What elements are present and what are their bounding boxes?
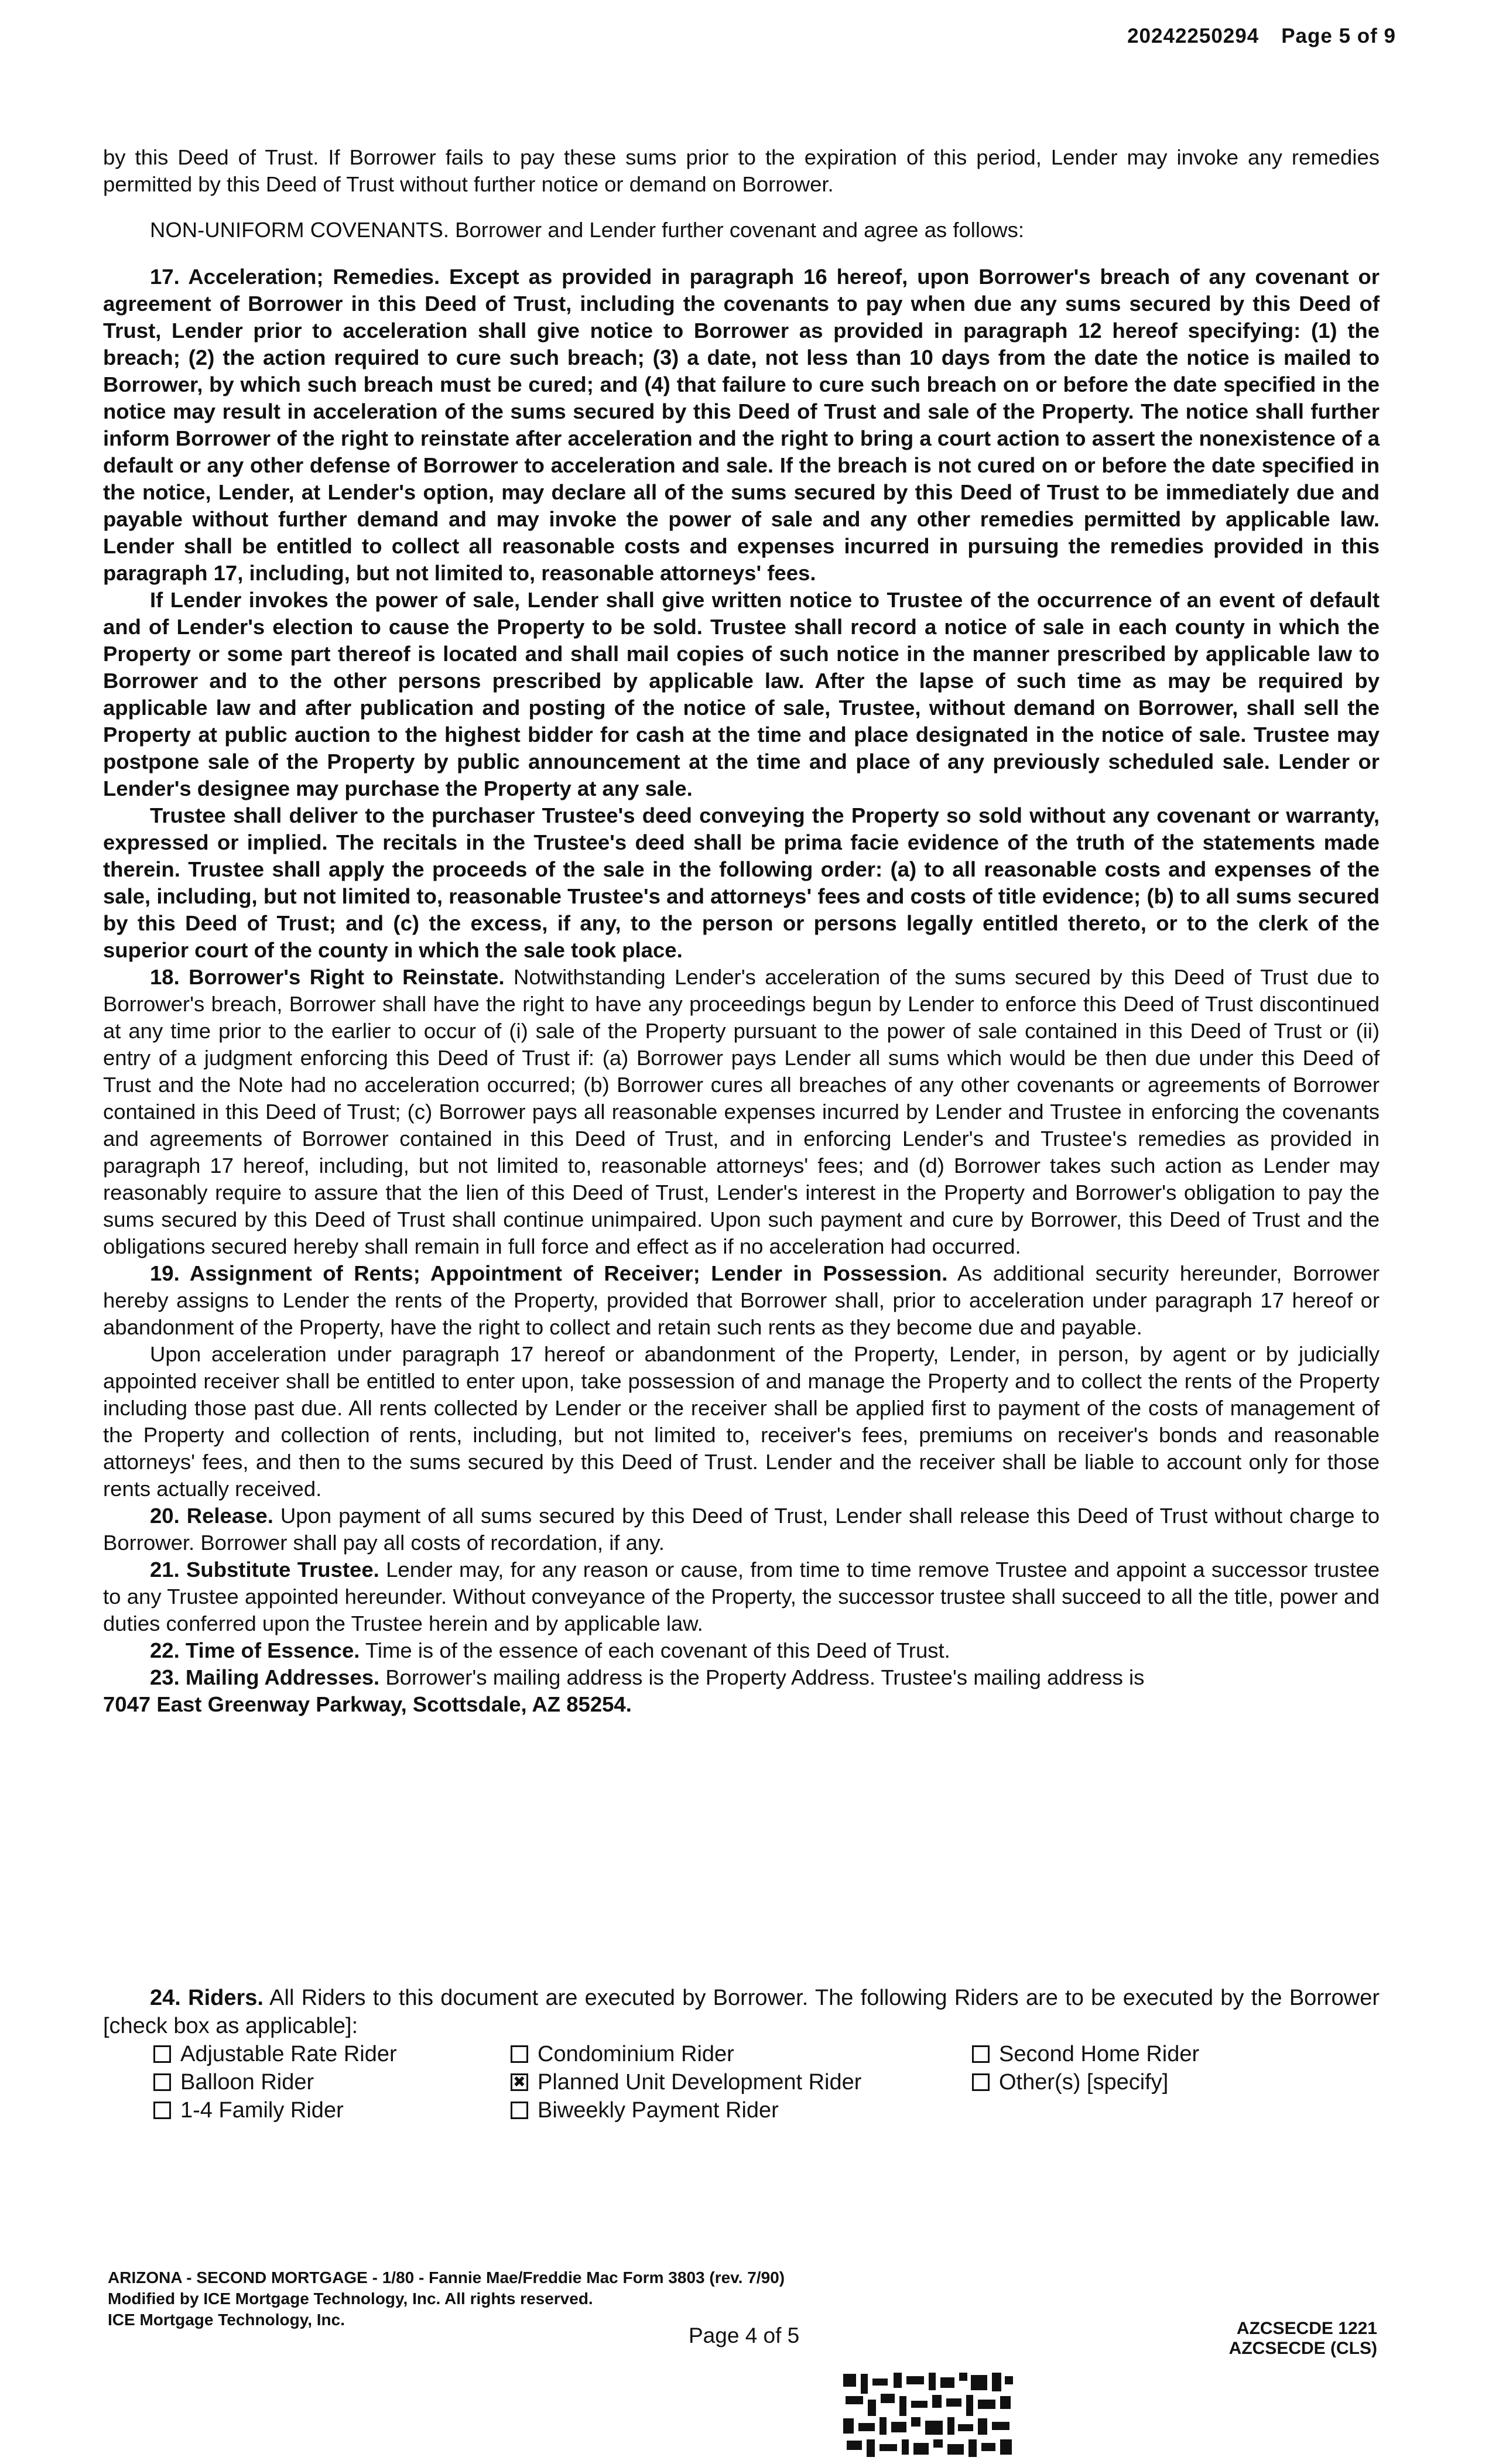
section-24-heading: 24. Riders.: [150, 1986, 263, 2010]
section-19-text: As additional security hereunder, Borrower hereby assigns to Lender the rents of the Property, provided that Borrower shall, prior to acceleration under paragraph 17 hereof or abandonment of the Property, have the right to collect and retain such rents as they become due and payable.: [103, 1261, 1380, 1339]
rider-label: Other(s) [specify]: [999, 2070, 1169, 2095]
section-24: [103, 1984, 1380, 2040]
form-codes: [1229, 2319, 1377, 2359]
section-18-heading: 18. Borrower's Right to Reinstate.: [150, 965, 505, 989]
rider-adjustable-rate[interactable]: [153, 2040, 397, 2068]
rider-column-3: [972, 2040, 1199, 2096]
section-23-text: Borrower's mailing address is the Property Address. Trustee's mailing address is: [379, 1665, 1145, 1689]
section-19-paragraph-2: Upon acceleration under paragraph 17 hereof or abandonment of the Property, Lender, in person, by agent or by judicially appointed receiver shall be entitled to enter upon, take possession of and manage the Property and to collect the rents of the Property including those past due. All rents collected by Lender or the receiver shall be applied first to payment of the costs of management of the Property and collection of rents, including, but not limited to, receiver's fees, premiums on receiver's bonds and reasonable attorneys' fees, and then to the sums secured by this Deed of Trust. Lender and the receiver shall be liable to account only for those rents actually received.: [103, 1342, 1380, 1501]
rider-column-2: [511, 2040, 861, 2124]
form-code-2: AZCSECDE (CLS): [1228, 2339, 1377, 2358]
document-number: 20242250294: [1127, 25, 1260, 47]
section-20-heading: 20. Release.: [150, 1504, 273, 1528]
section-21-heading: 21. Substitute Trustee.: [150, 1558, 379, 1582]
barcode-icon: [841, 2370, 1017, 2464]
form-page-number: Page 4 of 5: [689, 2323, 800, 2347]
checkbox-icon[interactable]: [972, 2073, 990, 2091]
checkbox-icon[interactable]: [153, 2073, 171, 2091]
vendor-name: ICE Mortgage Technology, Inc.: [108, 2311, 345, 2329]
form-code-1: AZCSECDE 1221: [1236, 2319, 1377, 2338]
rider-biweekly-payment[interactable]: [511, 2096, 861, 2124]
riders-section: [103, 1984, 1380, 2128]
section-17-paragraph-1: 17. Acceleration; Remedies. Except as provided in paragraph 16 hereof, upon Borrower's breach of any covenant or agreement of Borrower in this Deed of Trust, including the covenants to pay when due any sums secured by this Deed of Trust, Lender prior to acceleration shall give notice to Borrower as provided in paragraph 12 hereof specifying: (1) the breach; (2) the action required to cure such breach; (3) a date, not less than 10 days from the date the notice is mailed to Borrower, by which such breach must be cured; and (4) that failure to cure such breach on or before the date specified in the notice may result in acceleration of the sums secured by this Deed of Trust and sale of the Property. The notice shall further inform Borrower of the right to reinstate after acceleration and the right to bring a court action to assert the nonexistence of a default or any other defense of Borrower to acceleration and sale. If the breach is not cured on or before the date specified in the notice, Lender, at Lender's option, may declare all of the sums secured by this Deed of Trust to be immediately due and payable without further demand and may invoke the power of sale and any other remedies permitted by applicable law. Lender shall be entitled to collect all reasonable costs and expenses incurred in pursuing the remedies provided in this paragraph 17, including, but not limited to, reasonable attorneys' fees.: [103, 265, 1380, 585]
rider-label: Condominium Rider: [538, 2042, 734, 2066]
form-identifier: ARIZONA - SECOND MORTGAGE - 1/80 - Fannie Mae/Freddie Mac Form 3803 (rev. 7/90): [108, 2268, 785, 2287]
copyright-line: Modified by ICE Mortgage Technology, Inc. All rights reserved.: [108, 2290, 593, 2308]
rider-others[interactable]: [972, 2068, 1199, 2096]
section-17-paragraph-2: If Lender invokes the power of sale, Lender shall give written notice to Trustee of the occurrence of an event of default and of Lender's election to cause the Property to be sold. Trustee shall record a notice of sale in each county in which the Property or some part thereof is located and shall mail copies of such notice in the manner prescribed by applicable law to Borrower and to the other persons prescribed by applicable law. After the lapse of such time as may be required by applicable law and after publication and posting of the notice of sale, Trustee, without demand on Borrower, shall sell the Property at public auction to the highest bidder for cash at the time and place designated in the notice of sale. Trustee may postpone sale of the Property by public announcement at the time and place of any previously scheduled sale. Lender or Lender's designee may purchase the Property at any sale.: [103, 588, 1380, 800]
section-21: [103, 1556, 1380, 1637]
section-18-text: Notwithstanding Lender's acceleration of the sums secured by this Deed of Trust due to Borrower's breach, Borrower shall have the right to have any proceedings begun by Lender to enforce this Deed of Trust discontinued at any time prior to the earlier to occur of (i) sale of the Property pursuant to the power of sale contained in this Deed of Trust or (ii) entry of a judgment enforcing this Deed of Trust if: (a) Borrower pays Lender all sums which would be then due under this Deed of Trust and the Note had no acceleration occurred; (b) Borrower cures all breaches of any other covenants or agreements of Borrower contained in this Deed of Trust; (c) Borrower pays all reasonable expenses incurred by Lender and Trustee in enforcing the covenants and agreements of Borrower contained in this Deed of Trust, and in enforcing Lender's and Trustee's remedies as provided in paragraph 17 hereof, including, but not limited to, reasonable attorneys' fees; and (d) Borrower takes such action as Lender may reasonably require to assure that the lien of this Deed of Trust, Lender's interest in the Property and Borrower's obligation to pay the sums secured by this Deed of Trust shall continue unimpaired. Upon such payment and cure by Borrower, this Deed of Trust and the obligations secured hereby shall remain in full force and effect as if no acceleration had occurred.: [103, 965, 1380, 1258]
recording-header: [1105, 25, 1396, 48]
checkbox-icon[interactable]: [511, 2102, 528, 2119]
section-24-text: All Riders to this document are executed by Borrower. The following Riders are to be executed by the Borrower [check box as applicable]:: [103, 1986, 1380, 2038]
section-22: [103, 1637, 1380, 1664]
checkbox-icon[interactable]: [153, 2045, 171, 2063]
rider-label: 1-4 Family Rider: [180, 2098, 344, 2123]
rider-label: Second Home Rider: [999, 2042, 1200, 2066]
section-23: [103, 1664, 1380, 1691]
non-uniform-covenants-heading: NON-UNIFORM COVENANTS. Borrower and Lender further covenant and agree as follows:: [150, 218, 1025, 242]
continuation-paragraph: by this Deed of Trust. If Borrower fails to pay these sums prior to the expiration of this period, Lender may invoke any remedies permitted by this Deed of Trust without further notice or demand on Borrower.: [103, 145, 1380, 196]
rider-checkbox-grid: [103, 2040, 1380, 2128]
section-21-text: Lender may, for any reason or cause, from time to time remove Trustee and appoint a successor trustee to any Trustee appointed hereunder. Without conveyance of the Property, the successor trustee shall succeed to all the title, power and duties conferred upon the Trustee herein and by applicable law.: [103, 1558, 1380, 1635]
section-22-text: Time is of the essence of each covenant of this Deed of Trust.: [360, 1638, 950, 1662]
trustee-address: 7047 East Greenway Parkway, Scottsdale, AZ 85254.: [103, 1692, 632, 1716]
section-19-heading: 19. Assignment of Rents; Appointment of Receiver; Lender in Possession.: [150, 1261, 948, 1285]
section-20: [103, 1503, 1380, 1556]
checkbox-icon[interactable]: [153, 2102, 171, 2119]
checkbox-icon[interactable]: [511, 2045, 528, 2063]
rider-second-home[interactable]: [972, 2040, 1199, 2068]
rider-column-1: [153, 2040, 397, 2124]
rider-label: Planned Unit Development Rider: [538, 2070, 862, 2095]
rider-label: Balloon Rider: [180, 2070, 314, 2095]
checked-checkbox-icon[interactable]: [511, 2073, 528, 2091]
recording-page-label: Page 5 of 9: [1281, 25, 1396, 47]
checkbox-icon[interactable]: [972, 2045, 990, 2063]
rider-1-4-family[interactable]: [153, 2096, 397, 2124]
rider-balloon[interactable]: [153, 2068, 397, 2096]
rider-label: Biweekly Payment Rider: [538, 2098, 779, 2123]
section-23-heading: 23. Mailing Addresses.: [150, 1665, 380, 1689]
section-19: [103, 1260, 1380, 1341]
document-body: [103, 144, 1380, 1718]
section-18: [103, 964, 1380, 1260]
section-20-text: Upon payment of all sums secured by this Deed of Trust, Lender shall release this Deed of Trust without charge to Borrower. Borrower shall pay all costs of recordation, if any.: [103, 1504, 1380, 1555]
rider-condominium[interactable]: [511, 2040, 861, 2068]
form-footer: [108, 2267, 1384, 2330]
section-22-heading: 22. Time of Essence.: [150, 1638, 360, 1662]
rider-planned-unit-development[interactable]: [511, 2068, 861, 2096]
rider-label: Adjustable Rate Rider: [180, 2042, 397, 2066]
section-17-paragraph-3: Trustee shall deliver to the purchaser Trustee's deed conveying the Property so sold without any covenant or warranty, expressed or implied. The recitals in the Trustee's deed shall be prima facie evidence of the truth of the statements made therein. Trustee shall apply the proceeds of the sale in the following order: (a) to all reasonable costs and expenses of the sale, including, but not limited to, reasonable Trustee's and attorneys' fees and costs of title evidence; (b) to all sums secured by this Deed of Trust; and (c) the excess, if any, to the person or persons legally entitled thereto, or to the clerk of the superior court of the county in which the sale took place.: [103, 803, 1380, 962]
